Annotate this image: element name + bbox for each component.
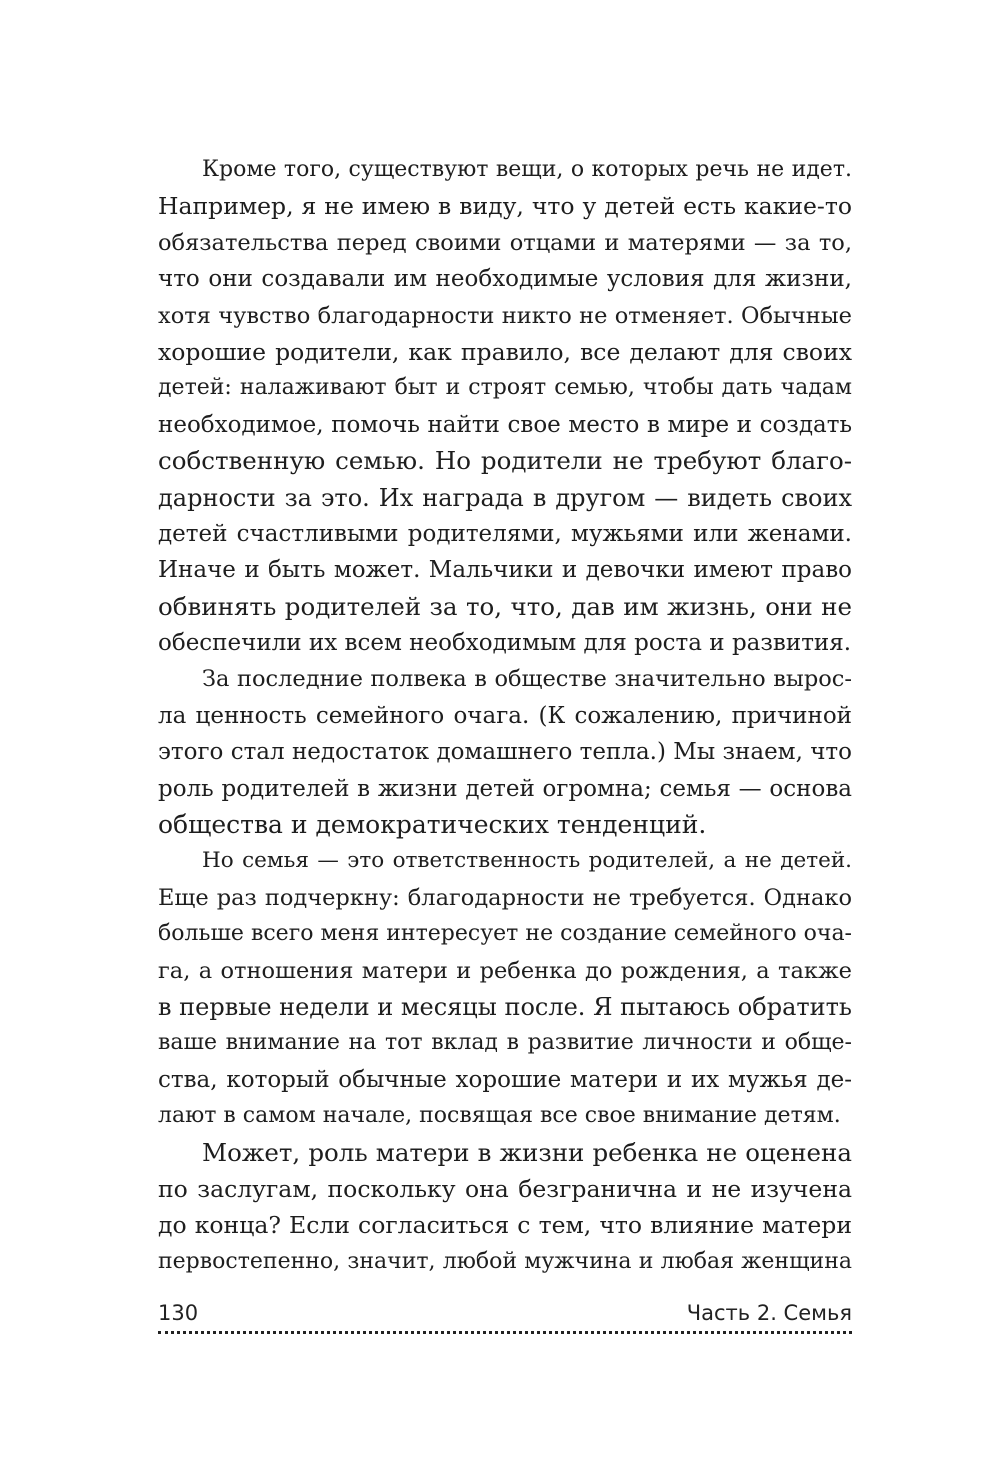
paragraph-3-line-2: Еще раз подчеркну: благодарности не требуется. Однако xyxy=(158,884,852,911)
paragraph-3-line-7: ства, который обычные хорошие матери и их мужья де- xyxy=(158,1066,852,1093)
paragraph-2-line-5: общества и демократических тенденций. xyxy=(158,810,707,840)
running-head: Часть 2. Семья xyxy=(686,1301,852,1325)
paragraph-1-line-4: что они создавали им необходимые условия для жизни, xyxy=(158,266,852,293)
paragraph-3-line-4: га, а отношения матери и ребенка до рождения, а также xyxy=(158,957,852,984)
paragraph-1-line-12: Иначе и быть может. Мальчики и девочки имеют право xyxy=(158,557,852,584)
paragraph-4-line-2: по заслугам, поскольку она безгранична и не изучена xyxy=(158,1174,852,1203)
paragraph-2-line-2: ла ценность семейного очага. (К сожалению, причиной xyxy=(158,702,852,729)
page-number: 130 xyxy=(158,1301,199,1325)
page-footer xyxy=(158,1301,852,1331)
paragraph-3-line-8: лают в самом начале, посвящая все свое внимание детям. xyxy=(158,1103,841,1129)
paragraph-2-line-4: роль родителей в жизни детей огромна; семья — основа xyxy=(158,775,852,802)
paragraph-1-line-8: необходимое, помочь найти свое место в мире и создать xyxy=(158,411,852,438)
paragraph-1-line-11: детей счастливыми родителями, мужьями или женами. xyxy=(158,520,852,547)
paragraph-4-line-1: Может, роль матери в жизни ребенка не оценена xyxy=(202,1137,852,1167)
page-text xyxy=(158,152,852,1280)
footer-dotted-rule xyxy=(158,1331,852,1334)
paragraph-1-line-10: дарности за это. Их награда в другом — видеть своих xyxy=(158,483,852,512)
paragraph-1-line-5: хотя чувство благодарности никто не отменяет. Обычные xyxy=(158,302,852,329)
paragraph-1-line-2: Например, я не имею в виду, что у детей есть какие-то xyxy=(158,192,852,221)
paragraph-1-line-1: Кроме того, существуют вещи, о которых речь не идет. xyxy=(202,157,852,182)
paragraph-2-line-3: этого стал недостаток домашнего тепла.) Мы знаем, что xyxy=(158,739,852,766)
paragraph-1-line-6: хорошие родители, как правило, все делают для своих xyxy=(158,337,852,366)
paragraph-4-line-3: до конца? Если согласиться с тем, что влияние матери xyxy=(158,1211,852,1240)
paragraph-2-line-1: За последние полвека в обществе значительно вырос- xyxy=(202,666,852,693)
paragraph-1-line-7: детей: налаживают быт и строят семью, чтобы дать чадам xyxy=(158,375,852,401)
paragraph-1-line-13: обвинять родителей за то, что, дав им жизнь, они не xyxy=(158,591,852,621)
paragraph-1-line-14: обеспечили их всем необходимым для роста и развития. xyxy=(158,630,852,657)
paragraph-4-line-4: первостепенно, значит, любой мужчина и любая женщина xyxy=(158,1248,852,1274)
paragraph-1-line-9: собственную семью. Но родители не требуют благо- xyxy=(158,446,852,476)
paragraph-3-line-5: в первые недели и месяцы после. Я пытаюсь обратить xyxy=(158,992,852,1021)
paragraph-3-line-6: ваше внимание на тот вклад в развитие личности и обще- xyxy=(158,1030,852,1056)
paragraph-1-line-3: обязательства перед своими отцами и матерями — за то, xyxy=(158,229,852,256)
paragraph-3-line-1: Но семья — это ответственность родителей, а не детей. xyxy=(202,848,852,874)
paragraph-3-line-3: больше всего меня интересует не создание семейного оча- xyxy=(158,921,852,947)
